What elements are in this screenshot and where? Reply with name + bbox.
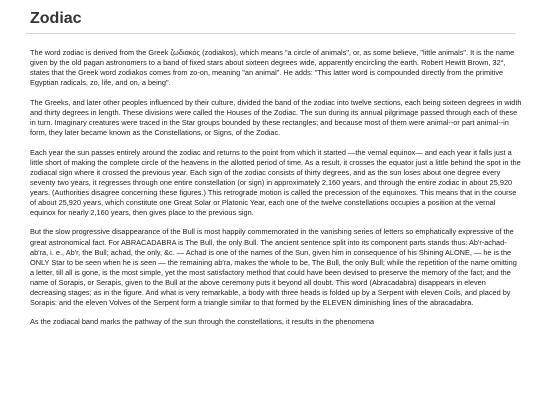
paragraph-greeks: The Greeks, and later other peoples influenced by their culture, divided the band of the zodiac into twelve sections, each being sixteen degrees in width and thirty degrees in length. These divisions were called the Houses of the Zodiac. The sun during its annual pilgrimage passed through each of these in turn. Imaginary creatures were traced in the Star groups bounded by these rectangles; and because most of them were animal--or part animal--in form, they later became known as the Constellations, or Signs, of the Zodiac. bbox=[30, 97, 522, 137]
paragraph-abracadabra: But the slow progressive disappearance of the Bull is most happily commemorated in the vanishing series of letters so emphatically expressive of the great astronomical fact. For ABRACADABRA is The Bull, the only Bull. The ancient sentence split into its component parts stands thus: Ab'r-achad-ab'ra, i. e., Ab'r, the Bull; achad, the only, &c. — Achad is one of the names of the Sun, given him in consequence of his Shining ALONE, — he is the ONLY Star to be seen when he is seen — the remaining ab'ra, makes the whole to be, The Bull, the only Bull; while the repetition of the name omitting a letter, till all is gone, is the most simple, yet the most satisfactory method that could have been devised to preserve the memory of the fact; and the name of Sorapis, or Serapis, given to the Bull at the above ceremony puts it beyond all doubt. This word (Abracadabra) disappears in eleven decreasing stages; as in the figure. And what is very remarkable, a body with three heads is folded up by a Serpent with eleven Coils, and placed by Sorapis: and the eleven Volves of the Serpent form a triangle similar to that formed by the ELEVEN diminishing lines of the abracadabra. bbox=[30, 227, 517, 307]
article-body bbox=[30, 48, 522, 328]
paragraph-zodiacal-band: As the zodiacal band marks the pathway of the sun through the constellations, it results in the phenomena bbox=[30, 317, 375, 327]
page-title: Zodiac bbox=[26, 9, 516, 34]
paragraph-precession: Each year the sun passes entirely around the zodiac and returns to the point from which it started —the vernal equinox— and each year it falls just a little short of making the complete circle of the heavens in the allotted period of time. As a result, it crosses the equator just a little behind the spot in the zodiacal sign where it crossed the previous year. Each sign of the zodiac consists of thirty degrees, and as the sun loses about one degree every seventy two years, it regresses through one entire constellation (or sign) in approximately 2,160 years, and through the entire zodiac in about 25,920 years. (Authorities disagree concerning these figures.) This retrograde motion is called the precession of the equinoxes. This means that in the course of about 25,920 years, which constitute one Great Solar or Platonic Year, each one of the twelve constellations occupies a position at the vernal equinox for nearly 2,160 years, then gives place to the previous sign. bbox=[30, 147, 521, 217]
paragraph-intro: The word zodiac is derived from the Greek ζωδιακός (zodiakos), which means "a circle of animals", or, as some believe, "little animals". It is the name given by the old pagan astronomers to a band of fixed stars about sixteen degrees wide, apparently encircling the earth. Robert Hewitt Brown, 32°, states that the Greek word zodiakos comes from zo-on, meaning "an animal". He adds: "This latter word is compounded directly from the primitive Egyptian radicals, zo, life, and on, a being". bbox=[30, 48, 515, 88]
